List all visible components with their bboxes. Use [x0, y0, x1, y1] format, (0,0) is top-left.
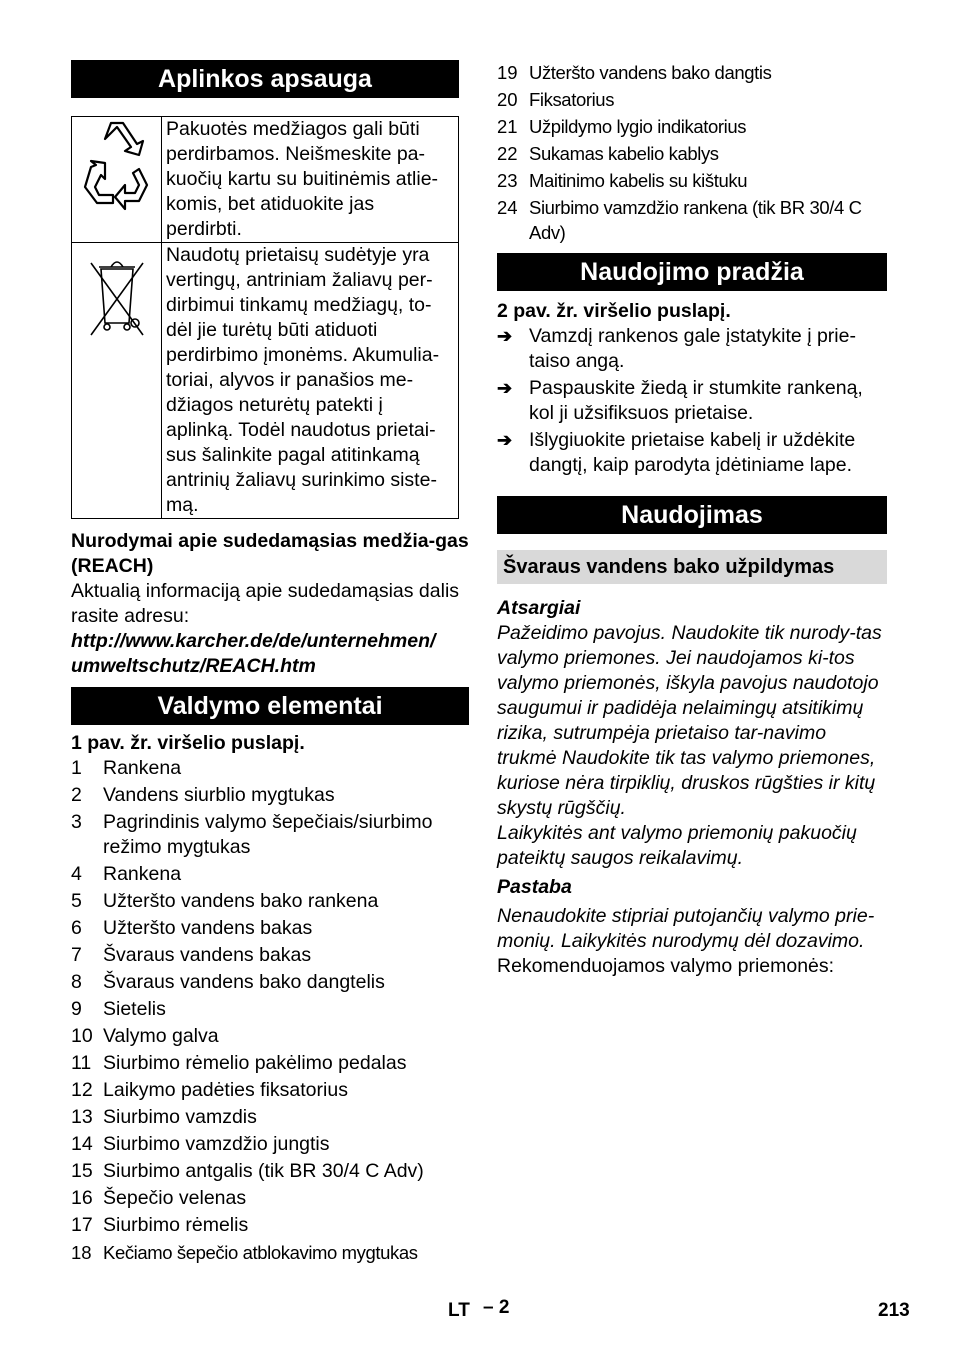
list-item: 22 Sukamas kabelio kablys: [497, 143, 719, 164]
footer-section: – 2: [483, 1297, 510, 1318]
reach-text: Aktualią informaciją apie sudedamąsias dalis rasite adresu:: [71, 580, 460, 627]
env-table: [71, 116, 459, 519]
controls-title: Valdymo elementai: [71, 687, 469, 725]
list-item: 13 Siurbimo vamzdis: [71, 1106, 257, 1128]
recommended-text: Rekomenduojamos valymo priemonės:: [497, 955, 835, 977]
arrow-right-icon: ➔: [497, 326, 513, 346]
controls-list-continued: [497, 60, 887, 245]
page-number: 213: [878, 1300, 910, 1321]
list-item: ➔ Vamzdį rankenos gale įstatykite į prie-taiso angą.: [497, 325, 856, 372]
list-item: 17 Siurbimo rėmelis: [71, 1214, 249, 1236]
footer-lang: LT: [448, 1300, 470, 1321]
list-item: 7 Švaraus vandens bakas: [71, 944, 312, 966]
list-item: 24 Siurbimo vamzdžio rankena (tik BR 30/4 C Adv): [497, 197, 862, 243]
recycle-icon-cell: [72, 117, 162, 243]
usage-subtitle: Švaraus vandens bako užpildymas: [497, 550, 887, 584]
right-column: [497, 60, 887, 979]
list-item: 23 Maitinimo kabelis su kištuku: [497, 170, 748, 191]
crossed-bin-icon: [77, 243, 157, 343]
list-item: 10 Valymo galva: [71, 1025, 219, 1047]
controls-ref: 1 pav. žr. viršelio puslapį.: [71, 732, 305, 754]
list-item: 6 Užteršto vandens bakas: [71, 917, 313, 939]
start-title: Naudojimo pradžia: [497, 253, 887, 291]
list-item: 16 Šepečio velenas: [71, 1187, 247, 1209]
note-text: Nenaudokite stipriai putojančių valymo prie-monių. Laikykitės nurodymų dėl dozavimo.: [497, 905, 875, 952]
list-item: 1 Rankena: [71, 757, 182, 779]
note-label: Pastaba: [497, 876, 572, 898]
bin-icon-cell: [72, 243, 162, 519]
list-item: 15 Siurbimo antgalis (tik BR 30/4 C Adv): [71, 1160, 424, 1182]
start-ref: 2 pav. žr. viršelio puslapį.: [497, 300, 731, 322]
list-item: 14 Siurbimo vamzdžio jungtis: [71, 1133, 330, 1155]
list-item: 18 Kečiamo šepečio atblokavimo mygtukas: [71, 1242, 418, 1263]
list-item: 2 Vandens siurblio mygtukas: [71, 784, 335, 806]
list-item: 12 Laikymo padėties fiksatorius: [71, 1079, 348, 1101]
caution-text: Pažeidimo pavojus. Naudokite tik nurody-tas valymo priemones. Jei naudojamos ki-tos valymo priemonės, iškyla pavojus naudotojo saugumui ir padidėja nelaimingų atsitikimų rizika, sutrumpėja prietaiso tar-navimo trukmė Naudokite tik tas valymo priemones, kuriose nėra tirpiklių, druskos rūgšties ir kitų skystų rūgščių.: [497, 622, 882, 819]
left-column: [71, 60, 469, 1267]
recycle-icon: [77, 117, 157, 217]
list-item: 4 Rankena: [71, 863, 182, 885]
list-item: 20 Fiksatorius: [497, 89, 615, 110]
list-item: 19 Užteršto vandens bako dangtis: [497, 62, 772, 83]
list-item: 9 Sietelis: [71, 998, 166, 1020]
arrow-right-icon: ➔: [497, 430, 513, 450]
devices-text: Naudotų prietaisų sudėtyje yra vertingų, antriniam žaliavų per-dirbimui tinkamų medžiagų, to-dėl jie turėtų būti atiduoti perdirbimo įmonėms. Akumulia-toriai, alyvos ir panašios me-džiagos neturėtų patekti į aplinką. Todėl naudotus prietai-sus šalinkite pagal atitinkamą antrinių žaliavų surinkimo siste-mą.: [162, 243, 459, 519]
list-item: ➔ Paspauskite žiedą ir stumkite rankeną, kol ji užsifiksuos prietaise.: [497, 377, 863, 424]
start-steps: [497, 324, 887, 478]
controls-list: [71, 756, 469, 1265]
list-item: 11 Siurbimo rėmelio pakėlimo pedalas: [71, 1052, 407, 1074]
list-item: ➔ Išlygiuokite prietaise kabelį ir uždėkite dangtį, kaip parodyta įdėtiniame lape.: [497, 429, 856, 476]
caution-label: Atsargiai: [497, 597, 581, 619]
list-item: 21 Užpildymo lygio indikatorius: [497, 116, 747, 137]
packaging-text: Pakuotės medžiagos gali būti perdirbamos. Neišmeskite pa-kuočių kartu su buitinėmis atlie-komis, bet atiduokite jas perdirbti.: [162, 117, 459, 243]
env-title: Aplinkos apsauga: [71, 60, 459, 98]
caution-text-2: Laikykitės ant valymo priemonių pakuočių pateiktų saugos reikalavimų.: [497, 822, 857, 869]
reach-heading: Nurodymai apie sudedamąsias medžia-gas (REACH): [71, 530, 469, 577]
list-item: 3 Pagrindinis valymo šepečiais/siurbimo režimo mygtukas: [71, 811, 433, 858]
list-item: 8 Švaraus vandens bako dangtelis: [71, 971, 385, 993]
list-item: 5 Užteršto vandens bako rankena: [71, 890, 379, 912]
usage-title: Naudojimas: [497, 496, 887, 534]
reach-url[interactable]: http://www.karcher.de/de/unternehmen/ umweltschutz/REACH.htm: [71, 630, 436, 677]
arrow-right-icon: ➔: [497, 378, 513, 398]
